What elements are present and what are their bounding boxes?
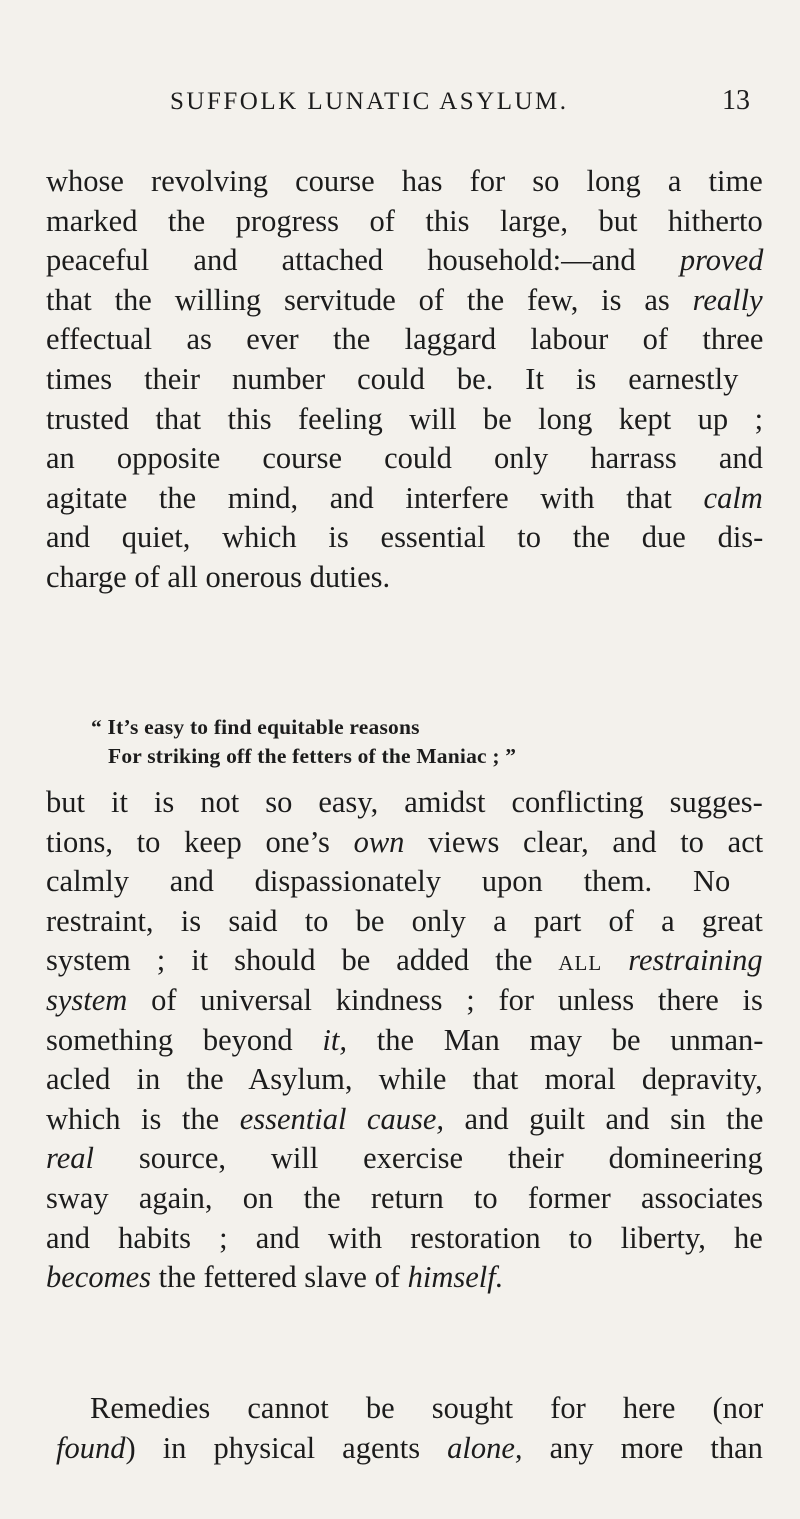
text-run: that the willing servitude of the few, is as [46, 282, 693, 317]
text-line [46, 1259, 503, 1297]
text-line [46, 559, 390, 597]
text-line [46, 519, 763, 557]
quote-line [108, 743, 516, 769]
text-run: restraint, is said to be only a part of a great [46, 903, 763, 938]
text-run: found [56, 1430, 126, 1465]
text-line [46, 942, 763, 980]
text-run: calm [703, 480, 763, 515]
text-run: and guilt and sin the [444, 1101, 764, 1136]
text-run: real [46, 1141, 94, 1176]
text-run: charge of all onerous duties. [46, 560, 391, 594]
text-line [46, 242, 763, 280]
text-line [46, 824, 763, 862]
text-run: Remedies cannot be sought for here (nor [90, 1391, 764, 1425]
text-line [46, 1180, 763, 1218]
quote-line [91, 714, 420, 740]
text-line [46, 784, 763, 822]
text-line [56, 1430, 763, 1468]
text-line [46, 1140, 763, 1178]
text-run: which is the [46, 1101, 240, 1136]
text-line [90, 1390, 763, 1428]
text-run [602, 943, 628, 977]
text-run: system ; it should be added the [46, 943, 559, 978]
text-run: really [692, 282, 763, 317]
text-run: times their number could be. It is earnestly [46, 362, 739, 396]
text-run: and quiet, which is essential to the due dis- [46, 520, 764, 555]
page-header [0, 85, 800, 128]
text-run: marked the progress of this large, but hitherto [46, 203, 763, 238]
text-line [46, 982, 763, 1020]
text-line [46, 1101, 763, 1139]
text-line [46, 321, 763, 359]
text-run: an opposite course could only harrass and [46, 441, 763, 476]
text-run: but it is not so easy, amidst conflicting sugges- [46, 785, 763, 819]
text-run: essential cause, [239, 1101, 445, 1136]
text-run: something beyond [46, 1022, 323, 1057]
text-run: For striking off the fetters of the Maniac ; ” [108, 744, 517, 768]
text-run: and habits ; and with restoration to liberty, he [46, 1220, 763, 1255]
text-run: of universal kindness ; for unless there is [127, 983, 763, 1017]
running-title: SUFFOLK LUNATIC ASYLUM. [170, 88, 569, 115]
text-run: calmly and dispassionately upon them. No [46, 864, 731, 899]
text-line [46, 203, 763, 241]
text-run: any more than [522, 1430, 763, 1465]
text-run: “ It’s easy to find equitable reasons [91, 715, 420, 739]
text-run: acled in the Asylum, while that moral depravity, [46, 1062, 763, 1097]
text-run: restraining [628, 943, 763, 978]
text-run: peaceful and attached household:—and [46, 243, 680, 278]
text-run: it, [322, 1022, 347, 1057]
text-run: the Man may be unman- [346, 1022, 764, 1057]
page-number: 13 [722, 85, 750, 116]
text-line [46, 282, 763, 320]
text-run: proved [679, 243, 764, 278]
text-run: all [558, 943, 603, 978]
text-run: tions, to keep one’s [46, 824, 354, 859]
text-run: views clear, and to act [404, 824, 764, 859]
text-line [46, 1022, 763, 1060]
text-line [46, 903, 763, 941]
text-run: source, will exercise their domineering [94, 1141, 763, 1176]
text-line [46, 1220, 763, 1258]
text-run: agitate the mind, and interfere with that [46, 480, 704, 515]
text-run: system [46, 983, 128, 1017]
text-line [46, 480, 763, 518]
text-line [46, 361, 738, 399]
text-run: trusted that this feeling will be long kept up ; [46, 401, 764, 436]
text-run: becomes [46, 1260, 152, 1295]
text-line [46, 401, 763, 439]
text-run: alone, [447, 1430, 523, 1465]
text-run: ) in physical agents [125, 1430, 448, 1465]
text-line [46, 863, 730, 901]
text-run: whose revolving course has for so long a time [46, 164, 763, 198]
text-run: himself. [407, 1260, 504, 1295]
text-line [46, 440, 763, 478]
text-run: own [353, 824, 405, 859]
text-line [46, 1061, 763, 1099]
text-line [46, 163, 763, 201]
text-run: the fettered slave of [151, 1260, 408, 1295]
text-run: sway again, on the return to former associates [46, 1181, 763, 1215]
text-run: effectual as ever the laggard labour of three [46, 322, 764, 357]
